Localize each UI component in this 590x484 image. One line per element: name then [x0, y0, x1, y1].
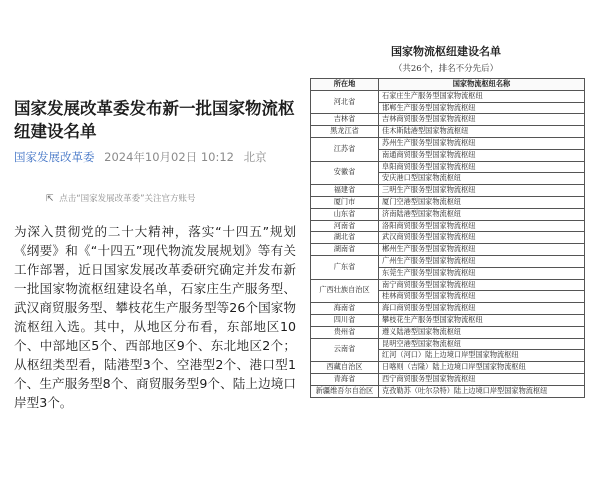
table-row: [311, 220, 585, 232]
province-cell: 福建省: [311, 185, 379, 197]
table-row: [311, 185, 585, 197]
hub-name-cell: 济南陆港型国家物流枢纽: [379, 208, 585, 220]
follow-account-prompt[interactable]: [46, 192, 196, 204]
hub-name-cell: 武汉商贸服务型国家物流枢纽: [379, 232, 585, 244]
hub-table: [310, 78, 585, 398]
hub-name-cell: 邯郸生产服务型国家物流枢纽: [379, 102, 585, 114]
hub-name-cell: 克孜勒苏（吐尔尕特）陆上边境口岸型国家物流枢纽: [379, 385, 585, 397]
hub-name-cell: 吉林商贸服务型国家物流枢纽: [379, 114, 585, 126]
hub-name-cell: 广州生产服务型国家物流枢纽: [379, 255, 585, 267]
hub-name-cell: 海口商贸服务型国家物流枢纽: [379, 303, 585, 315]
province-cell: 云南省: [311, 338, 379, 362]
follow-hint-text: 点击“国家发展改革委”关注官方账号: [59, 194, 196, 204]
hub-name-cell: 攀枝花生产服务型国家物流枢纽: [379, 314, 585, 326]
hub-name-cell: 日喀则（吉隆）陆上边境口岸型国家物流枢纽: [379, 362, 585, 374]
table-row: [311, 362, 585, 374]
table-row: [311, 90, 585, 102]
hub-name-cell: 阜阳商贸服务型国家物流枢纽: [379, 161, 585, 173]
province-cell: 江苏省: [311, 137, 379, 161]
hub-list-document: [302, 0, 590, 484]
article-meta: [14, 149, 267, 165]
hub-name-cell: 洛阳商贸服务型国家物流枢纽: [379, 220, 585, 232]
table-row: [311, 126, 585, 138]
table-row: [311, 208, 585, 220]
table-row: [311, 161, 585, 173]
table-row: [311, 303, 585, 315]
province-cell: 海南省: [311, 303, 379, 315]
province-cell: 四川省: [311, 314, 379, 326]
hub-name-cell: 遵义陆港型国家物流枢纽: [379, 326, 585, 338]
article-paragraph: 为深入贯彻党的二十大精神，落实“十四五”规划《纲要》和《“十四五”现代物流发展规划》等有关工作部署，近日国家发展改革委研究确定并发布新一批国家物流枢纽建设名单，石家庄生产服务型、武汉商贸服务型、攀枝花生产服务型等26个国家物流枢纽入选。其中，从地区分布看，东部地区10个、中部地区5个、西部地区9个、东北地区2个；从枢纽类型看，陆港型3个、空港型2个、港口型1个、生产服务型8个、商贸服务型9个、陆上边境口岸型3个。: [14, 224, 296, 410]
table-row: [311, 326, 585, 338]
province-cell: 广西壮族自治区: [311, 279, 379, 303]
table-row: [311, 385, 585, 397]
article-location: 北京: [243, 150, 267, 164]
table-row: [311, 114, 585, 126]
hub-name-cell: 桂林商贸服务型国家物流枢纽: [379, 291, 585, 303]
table-row: [311, 244, 585, 256]
article-source-link[interactable]: 国家发展改革委: [14, 150, 95, 164]
province-cell: 贵州省: [311, 326, 379, 338]
hub-name-cell: 南宁商贸服务型国家物流枢纽: [379, 279, 585, 291]
province-cell: 青海省: [311, 373, 379, 385]
hub-name-cell: 南通商贸服务型国家物流枢纽: [379, 149, 585, 161]
hub-name-cell: 苏州生产服务型国家物流枢纽: [379, 137, 585, 149]
province-cell: 河北省: [311, 90, 379, 114]
province-cell: 厦门市: [311, 196, 379, 208]
table-row: [311, 232, 585, 244]
province-cell: 广东省: [311, 255, 379, 279]
table-row: [311, 338, 585, 350]
hub-name-cell: 石家庄生产服务型国家物流枢纽: [379, 90, 585, 102]
table-row: [311, 314, 585, 326]
hub-name-cell: 安庆港口型国家物流枢纽: [379, 173, 585, 185]
province-cell: 湖北省: [311, 232, 379, 244]
table-row: [311, 196, 585, 208]
hub-table-body: [311, 90, 585, 397]
province-cell: 安徽省: [311, 161, 379, 185]
table-header-row: [311, 79, 585, 91]
list-title: 国家物流枢纽建设名单: [391, 45, 501, 58]
province-cell: 湖南省: [311, 244, 379, 256]
hub-name-cell: 西宁商贸服务型国家物流枢纽: [379, 373, 585, 385]
article-date: 2024年10月02日 10:12: [104, 150, 234, 164]
hub-name-cell: 昆明空港型国家物流枢纽: [379, 338, 585, 350]
table-row: [311, 255, 585, 267]
hub-name-cell: 红河（河口）陆上边境口岸型国家物流枢纽: [379, 350, 585, 362]
province-cell: 新疆维吾尔自治区: [311, 385, 379, 397]
province-cell: 西藏自治区: [311, 362, 379, 374]
province-cell: 山东省: [311, 208, 379, 220]
list-subtitle: （共26个，排名不分先后）: [393, 64, 499, 74]
article-title: 国家发展改革委发布新一批国家物流枢纽建设名单: [14, 99, 295, 141]
pointer-arrow-icon: ⇱: [46, 194, 54, 204]
article-body: [14, 222, 296, 412]
hub-name-cell: 郴州生产服务型国家物流枢纽: [379, 244, 585, 256]
table-row: [311, 137, 585, 149]
hub-name-cell: 三明生产服务型国家物流枢纽: [379, 185, 585, 197]
province-cell: 黑龙江省: [311, 126, 379, 138]
hub-name-cell: 厦门空港型国家物流枢纽: [379, 196, 585, 208]
province-cell: 吉林省: [311, 114, 379, 126]
hub-name-cell: 东莞生产服务型国家物流枢纽: [379, 267, 585, 279]
hub-name-cell: 佳木斯陆港型国家物流枢纽: [379, 126, 585, 138]
province-cell: 河南省: [311, 220, 379, 232]
table-row: [311, 279, 585, 291]
header-hub-name: 国家物流枢纽名称: [379, 79, 585, 91]
header-location: 所在地: [311, 79, 379, 91]
table-row: [311, 373, 585, 385]
